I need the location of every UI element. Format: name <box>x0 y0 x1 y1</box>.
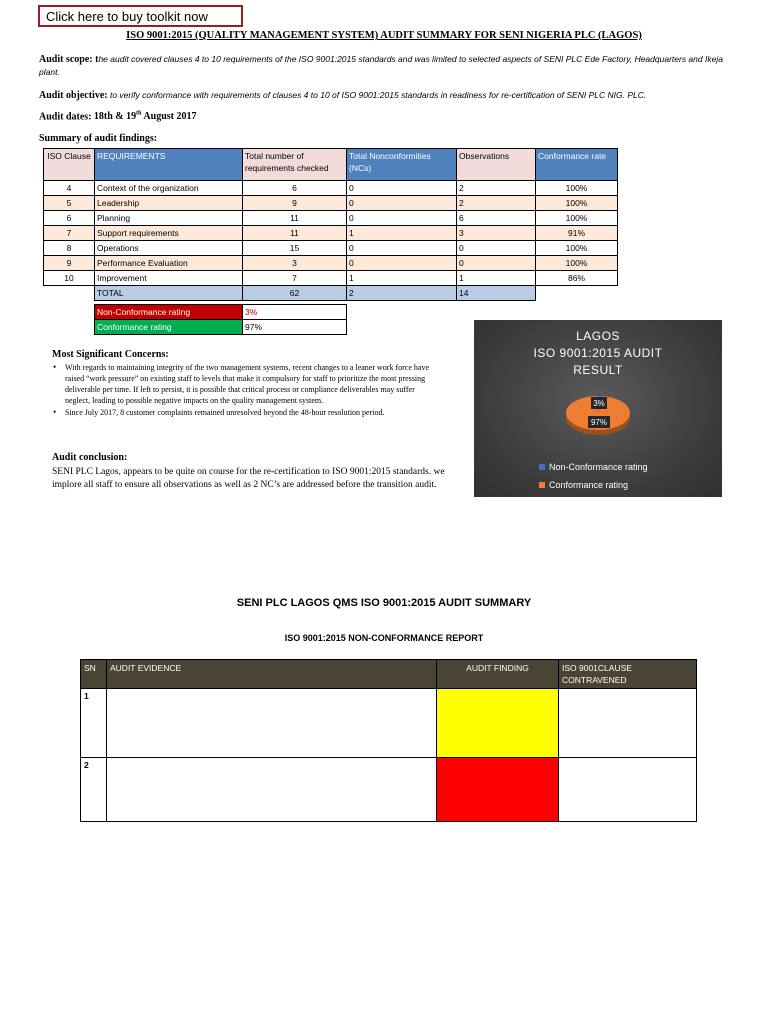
conformance-rating-row <box>95 320 347 335</box>
findings-table <box>43 148 618 301</box>
cell-audit-evidence[interactable] <box>107 758 437 822</box>
total-label: TOTAL <box>95 286 243 301</box>
conformance-rating-label: Conformance rating <box>95 320 243 335</box>
cell-checked: 9 <box>243 196 347 211</box>
legend-swatch <box>539 482 545 488</box>
cell-observations: 2 <box>457 181 536 196</box>
cell-clause: 7 <box>44 226 95 241</box>
cell-clause: 6 <box>44 211 95 226</box>
nc-rating-value: 3% <box>243 305 347 320</box>
cell-audit-evidence[interactable] <box>107 689 437 758</box>
list-item: • Since July 2017, 8 customer complaints remained unresolved beyond the 48-hour resolution period. <box>52 407 432 418</box>
cell-sn: 1 <box>81 689 107 758</box>
legend-label: Conformance rating <box>549 480 629 490</box>
audit-objective-text: to verify conformance with requirements of clauses 4 to 10 of ISO 9001:2015 standards in readiness for re-certification of SENI PLC NIG. PLC. <box>109 90 647 100</box>
cell-checked: 7 <box>243 271 347 286</box>
audit-result-chart <box>474 320 722 497</box>
table-row <box>81 758 697 822</box>
header-audit-finding: AUDIT FINDING <box>437 660 559 689</box>
chart-title-line: LAGOS <box>576 329 620 343</box>
cell-checked: 11 <box>243 211 347 226</box>
audit-objective-label: Audit objective: <box>39 90 108 101</box>
audit-objective <box>39 89 729 102</box>
pie-data-label <box>588 416 610 428</box>
summary-heading: Summary of audit findings: <box>39 133 158 144</box>
cell-checked: 15 <box>243 241 347 256</box>
table-row <box>44 256 618 271</box>
cell-observations: 0 <box>457 241 536 256</box>
cell-clause: 8 <box>44 241 95 256</box>
total-blank-cell <box>44 286 95 301</box>
conformance-rating-value: 97% <box>243 320 347 335</box>
table-row <box>44 211 618 226</box>
header-total-checked: Total number of requirements checked <box>243 149 347 181</box>
svg-text:97%: 97% <box>590 418 608 427</box>
header-iso-clause: ISO Clause <box>44 149 95 181</box>
legend-item <box>539 476 648 494</box>
header-total-ncs: Total Nonconformities (NCs) <box>347 149 457 181</box>
list-item: • With regards to maintaining integrity of the two management systems, recent changes to a leaner work force have raised “work pressure” on existing staff to levels that make it compulsory for staff to prioritize the most pressing deliverable per time. If left to persist, it is possible that critical process or compliance deliverables may suffer neglect, leading to possible negative impacts on the quality management system. <box>52 362 432 406</box>
report-title: SENI PLC LAGOS QMS ISO 9001:2015 AUDIT SUMMARY <box>236 597 532 609</box>
cell-audit-finding[interactable] <box>437 758 559 822</box>
header-requirements: REQUIREMENTS <box>95 149 243 181</box>
cell-requirement: Improvement <box>95 271 243 286</box>
ncr-header-row <box>81 660 697 689</box>
cell-ncs: 0 <box>347 211 457 226</box>
total-row <box>44 286 618 301</box>
cell-requirement: Context of the organization <box>95 181 243 196</box>
findings-header-row <box>44 149 618 181</box>
cell-requirement: Operations <box>95 241 243 256</box>
cell-observations: 0 <box>457 256 536 271</box>
cell-ncs: 1 <box>347 226 457 241</box>
cell-observations: 6 <box>457 211 536 226</box>
cell-requirement: Performance Evaluation <box>95 256 243 271</box>
cell-ncs: 0 <box>347 256 457 271</box>
document-title: ISO 9001:2015 (QUALITY MANAGEMENT SYSTEM) AUDIT SUMMARY FOR SENI NIGERIA PLC (LAGOS) <box>126 30 642 41</box>
ratings-table <box>94 304 347 335</box>
table-row <box>44 196 618 211</box>
table-row <box>81 689 697 758</box>
pie-data-label <box>591 397 607 409</box>
cell-clause-contravened[interactable] <box>559 689 697 758</box>
header-audit-evidence: AUDIT EVIDENCE <box>107 660 437 689</box>
svg-text:3%: 3% <box>593 399 605 408</box>
total-ncs: 2 <box>347 286 457 301</box>
legend-label: Non-Conformance rating <box>549 462 648 472</box>
cell-rate: 100% <box>536 196 618 211</box>
total-blank-cell <box>536 286 618 301</box>
cell-checked: 11 <box>243 226 347 241</box>
cell-observations: 2 <box>457 196 536 211</box>
legend-swatch <box>539 464 545 470</box>
nc-rating-label: Non-Conformance rating <box>95 305 243 320</box>
legend-item <box>539 458 648 476</box>
table-row <box>44 241 618 256</box>
cell-rate: 100% <box>536 211 618 226</box>
cell-requirement: Support requirements <box>95 226 243 241</box>
audit-dates-label: Audit dates: <box>39 111 92 123</box>
cell-clause: 10 <box>44 271 95 286</box>
cell-observations: 1 <box>457 271 536 286</box>
cell-ncs: 0 <box>347 241 457 256</box>
audit-scope-label: Audit scope: t <box>39 54 99 65</box>
chart-legend <box>539 458 648 494</box>
cell-clause-contravened[interactable] <box>559 758 697 822</box>
header-conformance-rate: Conformance rate <box>536 149 618 181</box>
cell-clause: 4 <box>44 181 95 196</box>
cell-rate: 91% <box>536 226 618 241</box>
total-observations: 14 <box>457 286 536 301</box>
non-conformance-table <box>80 659 697 822</box>
cell-audit-finding[interactable] <box>437 689 559 758</box>
table-row <box>44 181 618 196</box>
report-subtitle: ISO 9001:2015 NON-CONFORMANCE REPORT <box>284 633 484 643</box>
concerns-list <box>52 362 432 419</box>
cell-rate: 86% <box>536 271 618 286</box>
buy-toolkit-link[interactable]: Click here to buy toolkit now <box>38 5 243 27</box>
table-row <box>44 226 618 241</box>
cell-rate: 100% <box>536 241 618 256</box>
cell-requirement: Leadership <box>95 196 243 211</box>
header-observations: Observations <box>457 149 536 181</box>
audit-dates-value: 18th & 19th August 2017 <box>93 111 197 123</box>
cell-rate: 100% <box>536 256 618 271</box>
nc-rating-row <box>95 305 347 320</box>
chart-title-line: ISO 9001:2015 AUDIT <box>533 346 663 360</box>
chart-title-line: RESULT <box>573 363 623 377</box>
cell-clause: 9 <box>44 256 95 271</box>
header-sn: SN <box>81 660 107 689</box>
cell-rate: 100% <box>536 181 618 196</box>
cell-ncs: 0 <box>347 181 457 196</box>
header-clause-contravened: ISO 9001CLAUSE CONTRAVENED <box>559 660 697 689</box>
cell-ncs: 0 <box>347 196 457 211</box>
cell-checked: 6 <box>243 181 347 196</box>
cell-clause: 5 <box>44 196 95 211</box>
audit-dates <box>39 108 729 123</box>
total-checked: 62 <box>243 286 347 301</box>
conclusion-text: SENI PLC Lagos, appears to be quite on course for the re-certification to ISO 9001:2015 standards. we implore all staff to ensure all observations as well as 2 NC’s are addressed before the transition audit. <box>52 467 445 490</box>
cell-sn: 2 <box>81 758 107 822</box>
table-row <box>44 271 618 286</box>
conclusion-heading: Audit conclusion: <box>52 452 128 463</box>
concerns-heading: Most Significant Concerns: <box>52 349 169 360</box>
cell-checked: 3 <box>243 256 347 271</box>
cell-observations: 3 <box>457 226 536 241</box>
cell-ncs: 1 <box>347 271 457 286</box>
audit-scope-text: he audit covered clauses 4 to 10 requirements of the ISO 9001:2015 standards and was limited to selected aspects of SENI PLC Ede Factory, Headquarters and Ikeja plant. <box>39 54 723 77</box>
cell-requirement: Planning <box>95 211 243 226</box>
audit-scope <box>39 53 729 79</box>
